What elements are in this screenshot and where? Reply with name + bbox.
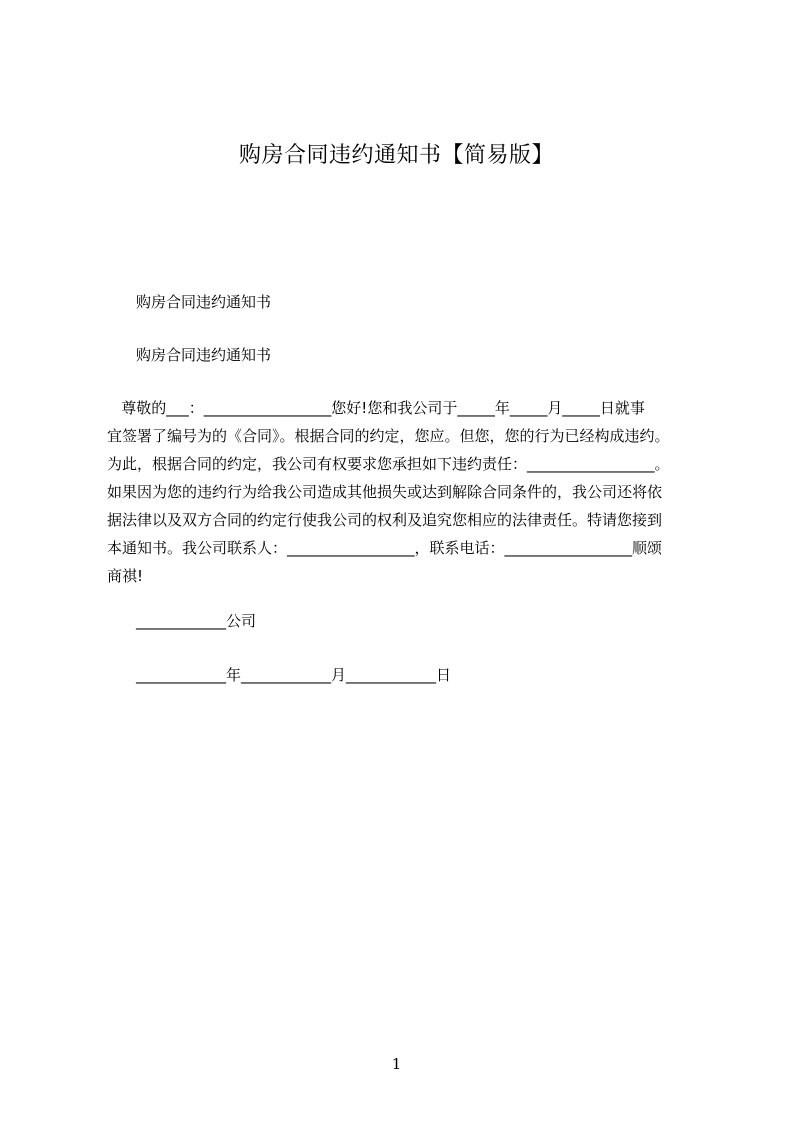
company-signature-line: ____________公司	[136, 612, 257, 630]
heading-1: 购房合同违约通知书	[136, 293, 272, 311]
body-line: 为此，根据合同的约定，我公司有权要求您承担如下违约责任：_________________。	[107, 455, 670, 473]
body-line: 宜签署了编号为的《合同》。根据合同的约定，您应。但您，您的行为已经构成违约。	[107, 427, 670, 445]
body-line: 本通知书。我公司联系人：_________________，联系电话：_________________顺颂	[107, 539, 663, 557]
notice-body	[107, 394, 700, 590]
page-number: 1	[391, 1055, 402, 1073]
document-title: 购房合同违约通知书【简易版】	[238, 143, 554, 168]
date-line: ____________年____________月____________日	[136, 666, 452, 684]
body-line: 据法律以及双方合同的约定行使我公司的权利及追究您相应的法律责任。特请您接到	[107, 511, 663, 529]
body-line: 如果因为您的违约行为给我公司造成其他损失或达到解除合同条件的，我公司还将依	[107, 483, 663, 501]
body-line: 尊敬的___：_________________您好!您和我公司于_____年_____月_____日就事	[107, 399, 645, 417]
heading-2: 购房合同违约通知书	[136, 346, 272, 364]
body-line: 商祺!	[107, 567, 144, 585]
